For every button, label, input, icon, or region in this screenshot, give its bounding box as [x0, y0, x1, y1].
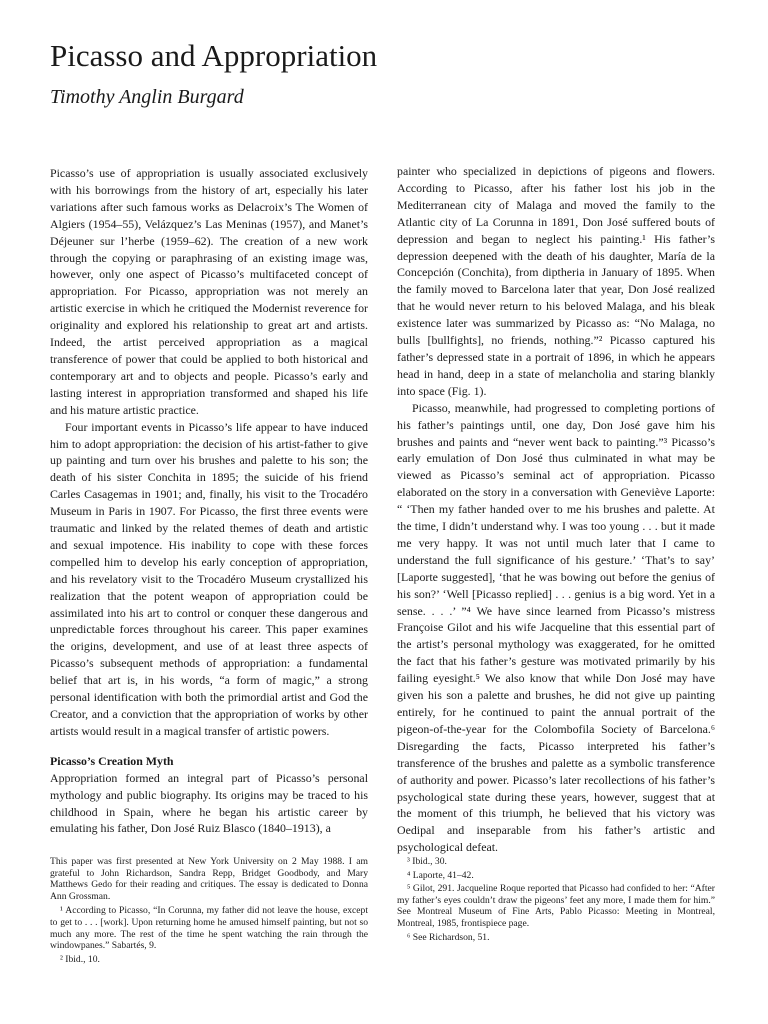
footnote: ⁵ Gilot, 291. Jacqueline Roque reported that Picasso had confided to her: “After my father’s eyes couldn’t draw the pigeons’ feet any more, I made them for him.” See Montreal Museum of Fine Arts, Pablo Picasso: Meeting in Montreal, Montreal, 1985, frontispiece page.	[397, 883, 715, 929]
author-name: Timothy Anglin Burgard	[50, 86, 244, 108]
footnote: ⁴ Laporte, 41–42.	[407, 869, 474, 881]
footnotes-right	[397, 856, 715, 945]
footnote: ³ Ibid., 30.	[407, 856, 447, 867]
body-column-right	[397, 163, 715, 856]
body-column-left	[50, 165, 368, 837]
body-paragraph: Four important events in Picasso’s life appear to have induced him to adopt appropriation: the decision of his artist-father to give up painting and turn over his brushes and palette to his son; the death of his sister Conchita in 1895; the suicide of his friend Carles Casagemas in 1901; and, finally, his visit to the Trocadéro Museum in Paris in 1907. For Picasso, the first three events were traumatic and linked by the related themes of death and artistic and sexual impotence. His inability to cope with these forces compelled him to develop his early conception of appropriation, and his revelatory visit to the Trocadéro Museum crystallized his realization that the potent weapon of appropriation could be assimilated into his art to control or conquer these dangerous and unpredictable forces throughout his career. This paper examines the origins, development, and use of at least three aspects of Picasso’s subsequent methods of appropriation: a fundamental belief that art is, in his words, “a form of magic,” a strong personal identification with both the primordial artist and God the Creator, and a conviction that the appropriation of works by other artists would result in a magical transfer of artistic powers.	[50, 419, 368, 738]
section-heading: Picasso’s Creation Myth	[50, 753, 174, 768]
footnote: This paper was first presented at New York University on 2 May 1988. I am grateful to John Richardson, Sandra Repp, Bridget Goodbody, and Mary Matthews Gedo for their reading and critiques. The essay is dedicated to Donna Ann Grossman.	[50, 856, 368, 902]
footnotes-left	[50, 856, 368, 967]
footnote: ¹ According to Picasso, “In Corunna, my father did not leave the house, except to get to . . . [work]. Upon returning home he amused himself painting, but not so much any more. The rest of the time he spent watching the rain through the windowpanes.” Sabartés, 9.	[50, 905, 368, 952]
footnote: ⁶ See Richardson, 51.	[407, 931, 490, 943]
article-title: Picasso and Appropriation	[50, 38, 378, 73]
footnote: ² Ibid., 10.	[60, 953, 100, 965]
body-paragraph: painter who specialized in depictions of pigeons and flowers. According to Picasso, after his father lost his job in the Mediterranean city of Malaga and moved the family to the Atlantic city of La Corunna in 1891, Don José suffered bouts of depression and began to neglect his painting.¹ His father’s depression deepened with the death of his daughter, María de la Concepción (Conchita), from diptheria in January of 1895. When the family moved to Barcelona later that year, Don José realized that he would never return to his beloved Malaga, and his bleak existence later was summarized by Picasso as: “No Malaga, no bulls [bullfights], no friends, nothing.”² Picasso captured his father’s depressed state in a portrait of 1896, in which he appears head in hand, deep in a state of melancholia and staring blankly into space (Fig. 1).	[397, 164, 715, 398]
body-paragraph: Appropriation formed an integral part of Picasso’s personal mythology and public biography. Its origins may be traced to his childhood in Spain, where he began his artistic career by emulating his father, Don José Ruiz Blasco (1840–1913), a	[50, 770, 368, 836]
body-paragraph: Picasso, meanwhile, had progressed to completing portions of his father’s paintings until, one day, Don José gave him his brushes and paints and “never went back to painting.”³ Picasso’s early emulation of Don José thus culminated in what may be viewed as Picasso’s seminal act of appropriation. Picasso elaborated on the story in a conversation with Geneviève Laporte: “ ‘Then my father handed over to me his brushes and palette. At the time, I didn’t understand why. I was too young . . . but it made me very happy. It was not until much later that I came to understand the full significance of his gesture.’ ‘That’s to say’ [Laporte suggested], ‘that he was bowing out before the genius of his son?’ ‘Well [Picasso replied] . . . genius is a big word. Yet in a sense. . . .’ ”⁴ We have since learned from Picasso’s mistress Françoise Gilot and his wife Jacqueline that this essential part of the artist’s personal mythology was exaggerated, for he omitted the fact that his father’s gesture was motivated primarily by his failing eyesight.⁵ We also know that while Don José may have given his son a palette and brushes, he did not give up painting entirely, for he continued to paint the annual portrait of the pigeon-of-the-year for the Colombofila Society of Barcelona.⁶ Disregarding the facts, Picasso interpreted his father’s transference of the brushes and palette as a symbolic transference of authority and power. Picasso’s later recollections of his father’s psychological state during these years, however, suggest that at the moment of this triumph, he believed that his victory was Oedipal and inseparable from his father’s artistic and psychological defeat.	[397, 400, 715, 855]
body-paragraph: Picasso’s use of appropriation is usually associated exclusively with his borrowings from the history of art, especially his later variations after such famous works as Delacroix’s The Women of Algiers (1954–55), Velázquez’s Las Meninas (1957), and Manet’s Déjeuner sur l’herbe (1959–62). The creation of a new work through the copying or paraphrasing of an existing image was, however, only one aspect of Picasso’s multifaceted concept of appropriation. For Picasso, appropriation was not merely an artistic exercise in which he critiqued the Modernist reverence for originality and explored his relationship to great art and artists. Indeed, the artist perceived appropriation as a magical transference of power that could be applied to both historical and contemporary art and to objects and people. Picasso’s early and lasting interest in appropriation transformed and shaped his life and his mature artistic practice.	[50, 166, 368, 417]
